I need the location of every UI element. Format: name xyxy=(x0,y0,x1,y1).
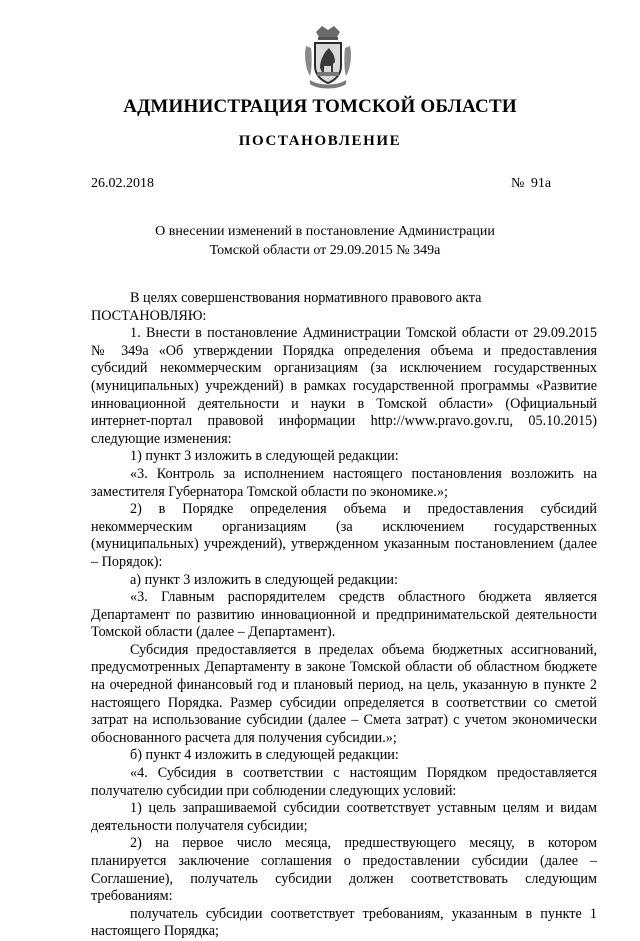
paragraph: «4. Субсидия в соответствии с настоящим Порядком предоставляется получателю субсидии при соблюдении следующих условий: xyxy=(91,765,597,799)
coat-of-arms-icon xyxy=(302,24,354,92)
document-title xyxy=(90,222,560,260)
paragraph: 1) цель запрашиваемой субсидии соответствует уставным целям и видам деятельности получателя субсидии; xyxy=(91,800,597,834)
paragraph: а) пункт 3 изложить в следующей редакции: xyxy=(130,571,398,588)
paragraph: б) пункт 4 изложить в следующей редакции: xyxy=(130,747,399,764)
paragraph: «3. Главным распорядителем средств областного бюджета является Департамент по развитию инновационной и предпринимательской деятельности Томской области (далее – Департамент). xyxy=(91,589,597,641)
organization-name: АДМИНИСТРАЦИЯ ТОМСКОЙ ОБЛАСТИ xyxy=(123,96,517,117)
document-date: 26.02.2018 xyxy=(91,176,154,191)
paragraph: «3. Контроль за исполнением настоящего постановления возложить на заместителя Губернатора Томской области по экономике.»; xyxy=(91,465,597,500)
paragraph: 1) пункт 3 изложить в следующей редакции: xyxy=(130,448,399,465)
paragraph: получатель субсидии соответствует требованиям, указанным в пункте 1 настоящего Порядка; xyxy=(91,905,597,940)
paragraph: 1. Внести в постановление Администрации Томской области от 29.09.2015 № 349а «Об утверждении Порядка определения объема и предоставления субсидий некоммерческим организациям (за исключением государственных (муниципальных) учреждений) в рамках государственной программы «Развитие инновационной деятельности и науки в Томской области» (Официальный интернет-портал правовой информации http://www.pravo.gov.ru, 05.10.2015) следующие изменения: xyxy=(91,325,597,447)
document-number: № 91а xyxy=(511,176,552,191)
title-line: Томской области от 29.09.2015 № 349а xyxy=(209,243,441,258)
document-type: ПОСТАНОВЛЕНИЕ xyxy=(238,133,402,149)
document-body xyxy=(91,290,597,941)
decree-word: ПОСТАНОВЛЯЮ: xyxy=(91,307,207,324)
preamble: В целях совершенствования нормативного правового акта xyxy=(130,290,482,306)
title-line: О внесении изменений в постановление Администрации xyxy=(155,224,495,239)
paragraph: 2) в Порядке определения объема и предоставления субсидий некоммерческим организациям (за исключением государственных (муниципальных) учреждений), утвержденном указанным постановлением (далее – Порядок): xyxy=(91,501,597,570)
paragraph: Субсидия предоставляется в пределах объема бюджетных ассигнований, предусмотренных Департаменту в законе Томской области об областном бюджете на очередной финансовый год и плановый период, на цель, указанную в пункте 2 настоящего Порядка. Размер субсидии определяется в соответствии со сметой затрат на использование субсидии (далее – Смета затрат) с учетом экономически обоснованного расчета для получения субсидии.»; xyxy=(91,641,597,746)
paragraph: 2) на первое число месяца, предшествующего месяцу, в котором планируется заключение соглашения о предоставлении субсидии (далее – Соглашение), получатель субсидии должен соответствовать следующим требованиям: xyxy=(91,835,597,905)
